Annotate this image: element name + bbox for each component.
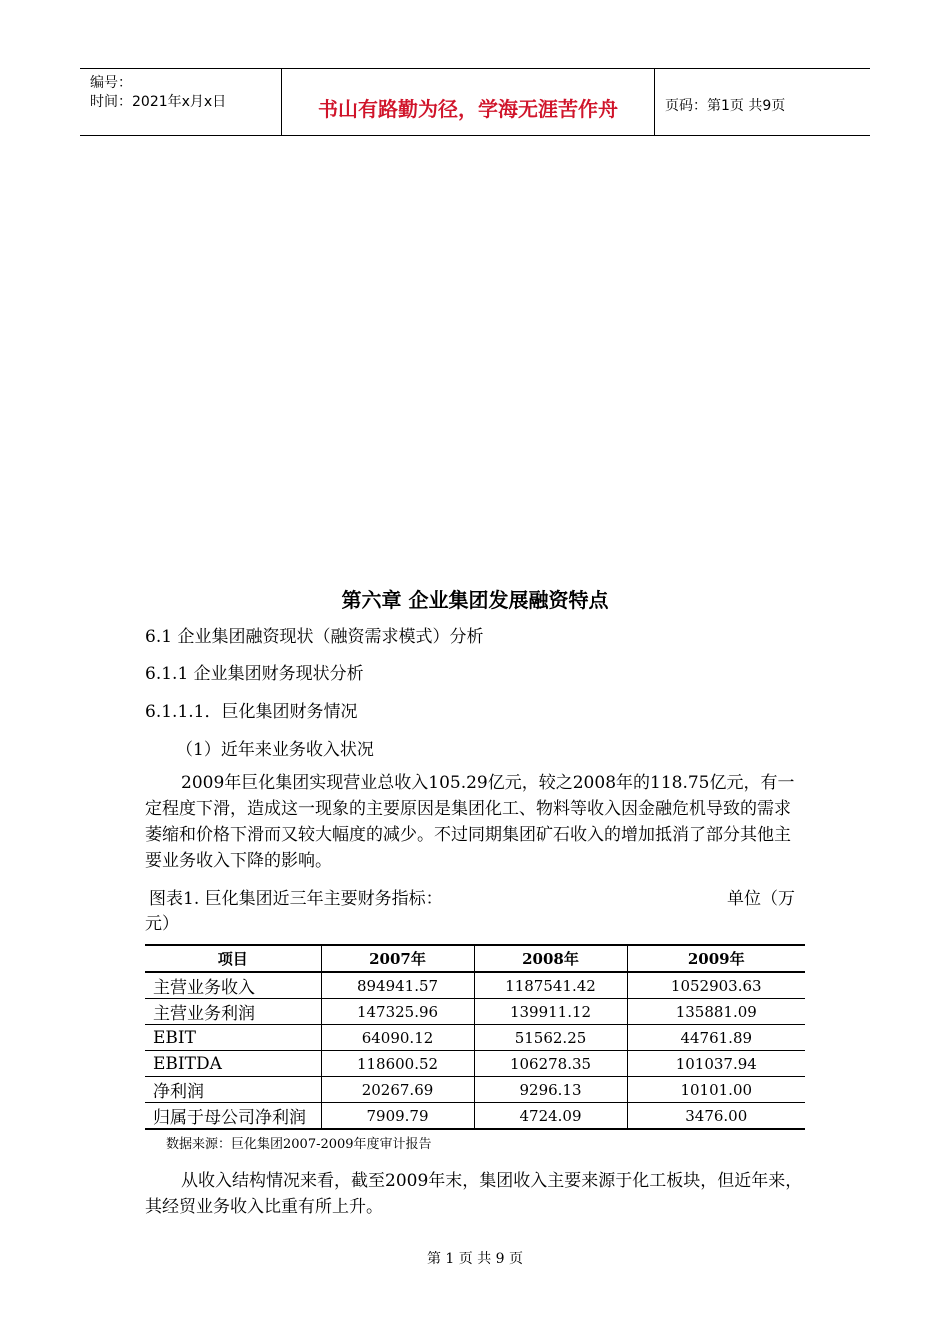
table-header-row: [145, 945, 805, 972]
row-label: 净利润: [145, 1077, 321, 1103]
header-item: 项目: [217, 950, 248, 968]
heading-6-1: 6.1 企业集团融资现状（融资需求模式）分析: [145, 627, 484, 647]
chapter-title: 第六章 企业集团发展融资特点: [341, 588, 609, 612]
cell-2007: 118600.52: [321, 1051, 474, 1077]
paragraph-revenue-structure: 从收入结构情况来看，截至2009年末，集团收入主要来源于化工板块，但近年来，其经贸业务收入比重有所上升。: [145, 1171, 803, 1217]
header-2009: 2009年: [627, 945, 805, 972]
page-footer: 第 1 页 共 9 页: [426, 1251, 524, 1267]
cell-2007: 64090.12: [321, 1025, 474, 1051]
cell-2009: 101037.94: [627, 1051, 805, 1077]
heading-item-1: （1）近年来业务收入状况: [176, 740, 374, 760]
cell-2008: 106278.35: [474, 1051, 627, 1077]
heading-6-1-1-1: 6.1.1.1．巨化集团财务情况: [145, 702, 358, 722]
row-label: EBITDA: [145, 1051, 321, 1077]
table-row: [145, 1077, 805, 1103]
header-page-info: 页码：第1页 共9页: [665, 98, 786, 114]
cell-2007: 894941.57: [321, 972, 474, 999]
cell-2009: 3476.00: [627, 1103, 805, 1130]
table-row: [145, 1103, 805, 1130]
time-label: 时间：2021年x月x日: [90, 94, 227, 110]
cell-2007: 7909.79: [321, 1103, 474, 1130]
cell-2007: 147325.96: [321, 999, 474, 1025]
data-source-note: 数据来源：巨化集团2007-2009年度审计报告: [166, 1137, 432, 1152]
header-motto-cell: [282, 69, 655, 135]
cell-2008: 139911.12: [474, 999, 627, 1025]
header-motto: 书山有路勤为径，学海无涯苦作舟: [318, 97, 618, 121]
cell-2008: 51562.25: [474, 1025, 627, 1051]
table-unit: 单位（万: [727, 889, 795, 909]
cell-2009: 10101.00: [627, 1077, 805, 1103]
header-2008: 2008年: [474, 945, 627, 972]
table-row: [145, 972, 805, 999]
page-header: [80, 68, 870, 136]
row-label: 主营业务利润: [145, 999, 321, 1025]
row-label: 主营业务收入: [145, 972, 321, 999]
financial-indicators-table: [145, 944, 805, 1130]
cell-2007: 20267.69: [321, 1077, 474, 1103]
cell-2009: 1052903.63: [627, 972, 805, 999]
cell-2009: 135881.09: [627, 999, 805, 1025]
row-label: 归属于母公司净利润: [145, 1103, 321, 1130]
table-unit-continued: 元）: [145, 914, 179, 934]
table-caption: 图表1. 巨化集团近三年主要财务指标：: [149, 889, 443, 909]
table-row: [145, 1051, 805, 1077]
paragraph-revenue: 2009年巨化集团实现营业总收入105.29亿元，较之2008年的118.75亿元，有一定程度下滑，造成这一现象的主要原因是集团化工、物料等收入因金融危机导致的需求萎缩和价格下滑而又较大幅度的减少。不过同期集团矿石收入的增加抵消了部分其他主要业务收入下降的影响。: [145, 773, 795, 871]
cell-2008: 9296.13: [474, 1077, 627, 1103]
table-row: [145, 999, 805, 1025]
table-row: [145, 1025, 805, 1051]
cell-2008: 4724.09: [474, 1103, 627, 1130]
heading-6-1-1: 6.1.1 企业集团财务现状分析: [145, 664, 364, 684]
cell-2009: 44761.89: [627, 1025, 805, 1051]
cell-2008: 1187541.42: [474, 972, 627, 999]
header-left-cell: [80, 69, 282, 135]
row-label: EBIT: [145, 1025, 321, 1051]
number-label: 编号：: [90, 75, 132, 91]
header-2007: 2007年: [321, 945, 474, 972]
